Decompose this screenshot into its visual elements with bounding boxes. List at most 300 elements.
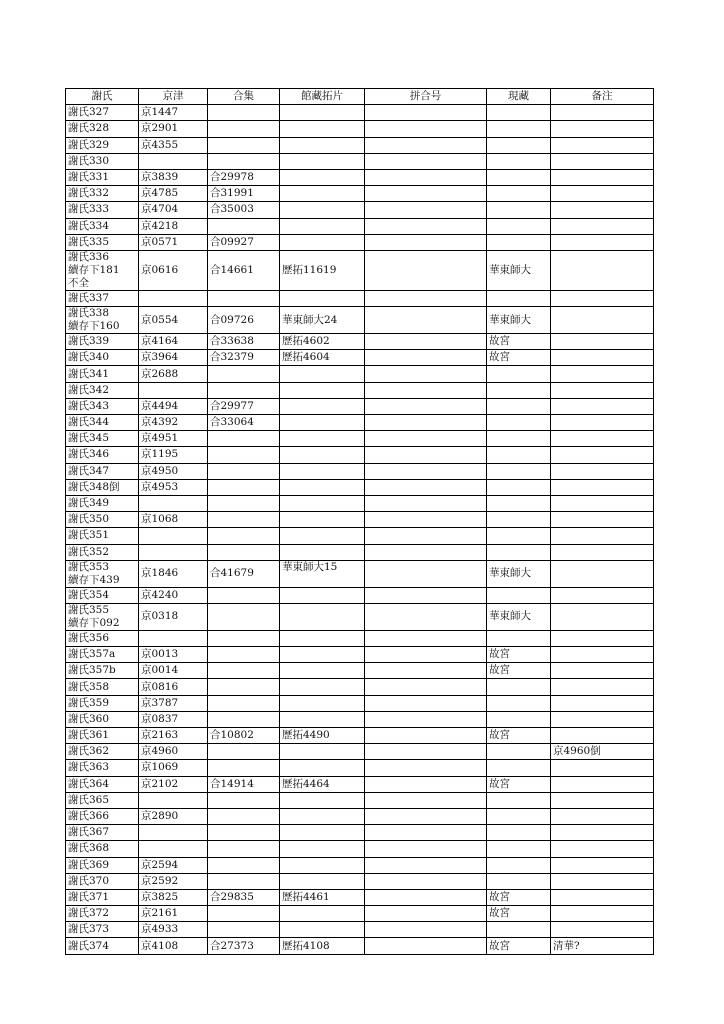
cell-jingjin: 京3787 — [139, 695, 208, 711]
cell-jingjin: 京3964 — [139, 350, 208, 366]
cell-jingjin: 京4950 — [139, 463, 208, 479]
cell-jingjin: 京0318 — [139, 603, 208, 630]
cell-heji: 合27373 — [208, 938, 280, 954]
table-row — [66, 463, 654, 479]
cell-pinhe-hao — [365, 186, 487, 202]
cell-xieshi: 謝氏359 — [66, 695, 139, 711]
table-row — [66, 808, 654, 824]
cell-guancang-tapian: 歷拓11619 — [280, 250, 365, 290]
header-pinhe-hao: 拼合号 — [365, 89, 487, 105]
cell-xiancang — [487, 366, 551, 382]
cell-xieshi: 謝氏349 — [66, 495, 139, 511]
table-row — [66, 776, 654, 792]
cell-pinhe-hao — [365, 792, 487, 808]
cell-xieshi: 謝氏369 — [66, 857, 139, 873]
cell-xieshi: 謝氏366 — [66, 808, 139, 824]
table-row — [66, 922, 654, 938]
cell-pinhe-hao — [365, 169, 487, 185]
header-heji: 合集 — [208, 89, 280, 105]
cell-xieshi: 謝氏341 — [66, 366, 139, 382]
cell-guancang-tapian — [280, 695, 365, 711]
cell-jingjin: 京4494 — [139, 398, 208, 414]
cell-xiancang: 華東師大 — [487, 250, 551, 290]
header-guancang-tapian: 館藏拓片 — [280, 89, 365, 105]
cell-jingjin: 京4392 — [139, 415, 208, 431]
cell-pinhe-hao — [365, 889, 487, 905]
table-row — [66, 825, 654, 841]
table-row — [66, 728, 654, 744]
cell-beizhu — [551, 512, 654, 528]
cell-xiancang: 故宮 — [487, 334, 551, 350]
cell-heji — [208, 792, 280, 808]
cell-jingjin: 京4933 — [139, 922, 208, 938]
table-row — [66, 647, 654, 663]
cell-jingjin: 京2102 — [139, 776, 208, 792]
cell-heji: 合33638 — [208, 334, 280, 350]
cell-heji — [208, 218, 280, 234]
cell-beizhu — [551, 169, 654, 185]
cell-beizhu — [551, 307, 654, 334]
cell-pinhe-hao — [365, 512, 487, 528]
cell-beizhu — [551, 234, 654, 250]
cell-guancang-tapian — [280, 603, 365, 630]
cell-pinhe-hao — [365, 938, 487, 954]
cell-xieshi: 謝氏374 — [66, 938, 139, 954]
table-row — [66, 495, 654, 511]
cell-guancang-tapian — [280, 398, 365, 414]
cell-xieshi: 謝氏373 — [66, 922, 139, 938]
cell-jingjin: 京0816 — [139, 679, 208, 695]
cell-xiancang: 故宮 — [487, 647, 551, 663]
table-row — [66, 857, 654, 873]
cell-xiancang — [487, 873, 551, 889]
cell-jingjin: 京3825 — [139, 889, 208, 905]
cell-beizhu — [551, 630, 654, 646]
cell-xiancang — [487, 234, 551, 250]
table-row — [66, 366, 654, 382]
cell-xiancang — [487, 841, 551, 857]
cell-xiancang: 故宮 — [487, 938, 551, 954]
cell-beizhu — [551, 808, 654, 824]
cell-heji — [208, 679, 280, 695]
cell-beizhu — [551, 776, 654, 792]
cell-beizhu — [551, 153, 654, 169]
cell-jingjin: 京4108 — [139, 938, 208, 954]
cell-guancang-tapian — [280, 290, 365, 306]
cell-heji — [208, 711, 280, 727]
cell-guancang-tapian — [280, 121, 365, 137]
cell-xiancang — [487, 744, 551, 760]
cell-heji — [208, 431, 280, 447]
cell-xieshi: 謝氏358 — [66, 679, 139, 695]
cell-guancang-tapian — [280, 153, 365, 169]
cell-heji — [208, 366, 280, 382]
cell-xieshi: 謝氏327 — [66, 105, 139, 121]
cell-beizhu — [551, 760, 654, 776]
cell-xieshi: 謝氏361 — [66, 728, 139, 744]
cell-xiancang — [487, 808, 551, 824]
cell-xiancang: 華東師大 — [487, 560, 551, 587]
table-row — [66, 528, 654, 544]
cell-beizhu — [551, 560, 654, 587]
cell-beizhu — [551, 695, 654, 711]
table-row — [66, 792, 654, 808]
cell-heji — [208, 587, 280, 603]
cell-heji — [208, 760, 280, 776]
cell-pinhe-hao — [365, 121, 487, 137]
cell-pinhe-hao — [365, 825, 487, 841]
cell-guancang-tapian — [280, 841, 365, 857]
cell-jingjin — [139, 290, 208, 306]
table-row — [66, 679, 654, 695]
cell-beizhu — [551, 398, 654, 414]
table-row — [66, 711, 654, 727]
cell-jingjin: 京4704 — [139, 202, 208, 218]
cell-guancang-tapian — [280, 711, 365, 727]
cell-jingjin: 京1068 — [139, 512, 208, 528]
cell-jingjin: 京1069 — [139, 760, 208, 776]
cell-guancang-tapian — [280, 202, 365, 218]
cell-heji: 合29835 — [208, 889, 280, 905]
cell-jingjin: 京4785 — [139, 186, 208, 202]
cell-pinhe-hao — [365, 153, 487, 169]
cell-beizhu — [551, 679, 654, 695]
cell-guancang-tapian — [280, 447, 365, 463]
cell-xieshi: 謝氏345 — [66, 431, 139, 447]
cell-heji: 合29978 — [208, 169, 280, 185]
cell-beizhu — [551, 495, 654, 511]
cell-beizhu — [551, 857, 654, 873]
cell-xiancang — [487, 169, 551, 185]
cell-guancang-tapian — [280, 825, 365, 841]
cell-xiancang: 故宮 — [487, 350, 551, 366]
cell-guancang-tapian — [280, 808, 365, 824]
cell-heji: 合09726 — [208, 307, 280, 334]
cell-guancang-tapian: 歷拓4464 — [280, 776, 365, 792]
cell-guancang-tapian — [280, 431, 365, 447]
cell-guancang-tapian — [280, 857, 365, 873]
cell-heji — [208, 857, 280, 873]
cell-guancang-tapian — [280, 105, 365, 121]
cell-beizhu — [551, 841, 654, 857]
cell-heji — [208, 744, 280, 760]
cell-xieshi: 謝氏363 — [66, 760, 139, 776]
cell-xieshi: 謝氏337 — [66, 290, 139, 306]
cell-xiancang — [487, 760, 551, 776]
cell-pinhe-hao — [365, 560, 487, 587]
cell-jingjin: 京0571 — [139, 234, 208, 250]
cell-pinhe-hao — [365, 695, 487, 711]
cell-xieshi: 謝氏362 — [66, 744, 139, 760]
cell-xieshi: 謝氏357a — [66, 647, 139, 663]
cell-guancang-tapian: 華東師大15 — [280, 560, 365, 587]
cell-heji — [208, 290, 280, 306]
cell-jingjin — [139, 825, 208, 841]
cell-jingjin — [139, 382, 208, 398]
cell-xiancang — [487, 695, 551, 711]
cell-pinhe-hao — [365, 728, 487, 744]
cell-jingjin: 京3839 — [139, 169, 208, 185]
cell-xiancang — [487, 186, 551, 202]
cell-pinhe-hao — [365, 744, 487, 760]
cell-beizhu — [551, 873, 654, 889]
cell-heji: 合35003 — [208, 202, 280, 218]
cell-guancang-tapian — [280, 587, 365, 603]
cell-guancang-tapian — [280, 528, 365, 544]
header-xieshi: 謝氏 — [66, 89, 139, 105]
cell-beizhu — [551, 366, 654, 382]
cell-heji: 合32379 — [208, 350, 280, 366]
table-row — [66, 587, 654, 603]
table-row — [66, 760, 654, 776]
cell-jingjin: 京2592 — [139, 873, 208, 889]
cell-beizhu — [551, 290, 654, 306]
cell-beizhu — [551, 906, 654, 922]
cell-xieshi: 謝氏330 — [66, 153, 139, 169]
cell-pinhe-hao — [365, 415, 487, 431]
table-row — [66, 873, 654, 889]
cell-pinhe-hao — [365, 544, 487, 560]
cell-guancang-tapian — [280, 234, 365, 250]
cell-beizhu — [551, 186, 654, 202]
cell-heji — [208, 695, 280, 711]
cell-beizhu: 京4960倒 — [551, 744, 654, 760]
cell-jingjin: 京4960 — [139, 744, 208, 760]
table-row — [66, 479, 654, 495]
cell-jingjin: 京2901 — [139, 121, 208, 137]
table-row — [66, 447, 654, 463]
cell-xieshi: 謝氏348倒 — [66, 479, 139, 495]
cell-pinhe-hao — [365, 447, 487, 463]
table-row — [66, 169, 654, 185]
cell-heji — [208, 841, 280, 857]
cell-pinhe-hao — [365, 431, 487, 447]
cell-beizhu — [551, 711, 654, 727]
cell-heji — [208, 528, 280, 544]
cell-jingjin: 京4164 — [139, 334, 208, 350]
cell-beizhu — [551, 479, 654, 495]
cell-xiancang — [487, 447, 551, 463]
cell-jingjin: 京4951 — [139, 431, 208, 447]
cell-xiancang: 華東師大 — [487, 307, 551, 334]
cell-guancang-tapian — [280, 479, 365, 495]
cell-pinhe-hao — [365, 841, 487, 857]
cell-beizhu — [551, 137, 654, 153]
table-row — [66, 560, 654, 587]
cell-xieshi: 謝氏352 — [66, 544, 139, 560]
table-row — [66, 663, 654, 679]
cell-xiancang — [487, 792, 551, 808]
cell-jingjin: 京1846 — [139, 560, 208, 587]
table-row — [66, 186, 654, 202]
cell-jingjin: 京0616 — [139, 250, 208, 290]
cell-pinhe-hao — [365, 906, 487, 922]
cell-xieshi: 謝氏336 續存下181 不全 — [66, 250, 139, 290]
cell-heji — [208, 512, 280, 528]
cell-xieshi: 謝氏335 — [66, 234, 139, 250]
cell-xieshi: 謝氏365 — [66, 792, 139, 808]
cell-xiancang: 華東師大 — [487, 603, 551, 630]
table-row — [66, 603, 654, 630]
cell-xiancang — [487, 415, 551, 431]
cell-pinhe-hao — [365, 290, 487, 306]
cell-beizhu — [551, 528, 654, 544]
cell-guancang-tapian — [280, 906, 365, 922]
cell-xieshi: 謝氏343 — [66, 398, 139, 414]
cell-pinhe-hao — [365, 382, 487, 398]
cell-heji — [208, 808, 280, 824]
table-row — [66, 121, 654, 137]
cell-beizhu — [551, 382, 654, 398]
cell-xiancang: 故宮 — [487, 906, 551, 922]
cell-beizhu — [551, 250, 654, 290]
cell-heji — [208, 647, 280, 663]
cell-xieshi: 謝氏329 — [66, 137, 139, 153]
cell-guancang-tapian — [280, 495, 365, 511]
cell-xiancang — [487, 495, 551, 511]
cell-guancang-tapian — [280, 760, 365, 776]
table-row — [66, 202, 654, 218]
cell-jingjin: 京2688 — [139, 366, 208, 382]
cell-beizhu — [551, 218, 654, 234]
cell-heji — [208, 544, 280, 560]
table-row — [66, 334, 654, 350]
cell-pinhe-hao — [365, 808, 487, 824]
cell-heji: 合10802 — [208, 728, 280, 744]
cell-xiancang — [487, 679, 551, 695]
cell-pinhe-hao — [365, 663, 487, 679]
cell-xieshi: 謝氏372 — [66, 906, 139, 922]
cell-pinhe-hao — [365, 711, 487, 727]
cell-heji — [208, 137, 280, 153]
table-row — [66, 307, 654, 334]
cell-pinhe-hao — [365, 350, 487, 366]
cell-pinhe-hao — [365, 603, 487, 630]
cell-heji — [208, 495, 280, 511]
cell-heji: 合33064 — [208, 415, 280, 431]
cell-guancang-tapian — [280, 218, 365, 234]
cell-pinhe-hao — [365, 218, 487, 234]
cell-xiancang — [487, 922, 551, 938]
cell-jingjin — [139, 528, 208, 544]
cell-beizhu — [551, 647, 654, 663]
cell-jingjin: 京0013 — [139, 647, 208, 663]
cell-xieshi: 謝氏340 — [66, 350, 139, 366]
table-row — [66, 234, 654, 250]
cell-xieshi: 謝氏331 — [66, 169, 139, 185]
cell-heji — [208, 121, 280, 137]
cell-jingjin: 京4953 — [139, 479, 208, 495]
cell-jingjin — [139, 544, 208, 560]
cell-beizhu — [551, 202, 654, 218]
cell-pinhe-hao — [365, 479, 487, 495]
cell-xiancang — [487, 512, 551, 528]
cell-xiancang — [487, 398, 551, 414]
cell-xiancang — [487, 463, 551, 479]
cell-beizhu: 清華? — [551, 938, 654, 954]
cell-pinhe-hao — [365, 760, 487, 776]
cell-heji: 合14661 — [208, 250, 280, 290]
cell-xiancang — [487, 105, 551, 121]
cell-guancang-tapian: 歷拓4461 — [280, 889, 365, 905]
cell-xieshi: 謝氏357b — [66, 663, 139, 679]
cell-jingjin — [139, 792, 208, 808]
cell-guancang-tapian — [280, 873, 365, 889]
cell-heji — [208, 922, 280, 938]
table-row — [66, 398, 654, 414]
table-row — [66, 630, 654, 646]
cell-guancang-tapian — [280, 186, 365, 202]
cell-heji: 合31991 — [208, 186, 280, 202]
cell-xiancang — [487, 218, 551, 234]
cell-xiancang — [487, 528, 551, 544]
table-row — [66, 153, 654, 169]
cell-jingjin — [139, 153, 208, 169]
cell-pinhe-hao — [365, 105, 487, 121]
table-row — [66, 744, 654, 760]
cell-jingjin: 京2163 — [139, 728, 208, 744]
cell-jingjin: 京2890 — [139, 808, 208, 824]
cell-heji — [208, 479, 280, 495]
cell-xiancang — [487, 153, 551, 169]
cell-beizhu — [551, 447, 654, 463]
cell-xieshi: 謝氏370 — [66, 873, 139, 889]
cell-jingjin: 京1447 — [139, 105, 208, 121]
cell-guancang-tapian — [280, 169, 365, 185]
cell-xieshi: 謝氏346 — [66, 447, 139, 463]
cell-xiancang: 故宮 — [487, 728, 551, 744]
cell-xieshi: 謝氏356 — [66, 630, 139, 646]
cell-xieshi: 謝氏333 — [66, 202, 139, 218]
cell-xieshi: 謝氏332 — [66, 186, 139, 202]
table-row — [66, 105, 654, 121]
cell-xieshi: 謝氏342 — [66, 382, 139, 398]
cell-guancang-tapian: 歷拓4604 — [280, 350, 365, 366]
table-row — [66, 938, 654, 954]
cell-xieshi: 謝氏347 — [66, 463, 139, 479]
cell-jingjin: 京4240 — [139, 587, 208, 603]
cell-guancang-tapian — [280, 544, 365, 560]
table-row — [66, 218, 654, 234]
cell-guancang-tapian: 歷拓4108 — [280, 938, 365, 954]
cell-pinhe-hao — [365, 873, 487, 889]
table-row — [66, 544, 654, 560]
cell-pinhe-hao — [365, 463, 487, 479]
table-header-row — [66, 89, 654, 105]
cell-guancang-tapian: 華東師大24 — [280, 307, 365, 334]
cell-xieshi: 謝氏338 續存下160 — [66, 307, 139, 334]
cell-guancang-tapian — [280, 663, 365, 679]
cell-beizhu — [551, 603, 654, 630]
cell-xieshi: 謝氏353 續存下439 — [66, 560, 139, 587]
cell-jingjin — [139, 630, 208, 646]
cell-heji — [208, 873, 280, 889]
cell-guancang-tapian — [280, 922, 365, 938]
oracle-bone-catalog-table — [65, 88, 654, 955]
cell-xiancang — [487, 121, 551, 137]
header-jingjin: 京津 — [139, 89, 208, 105]
cell-xiancang — [487, 711, 551, 727]
cell-beizhu — [551, 334, 654, 350]
cell-heji: 合29977 — [208, 398, 280, 414]
cell-heji — [208, 663, 280, 679]
table-row — [66, 431, 654, 447]
cell-heji — [208, 382, 280, 398]
cell-pinhe-hao — [365, 307, 487, 334]
cell-pinhe-hao — [365, 679, 487, 695]
cell-xieshi: 謝氏360 — [66, 711, 139, 727]
cell-beizhu — [551, 587, 654, 603]
